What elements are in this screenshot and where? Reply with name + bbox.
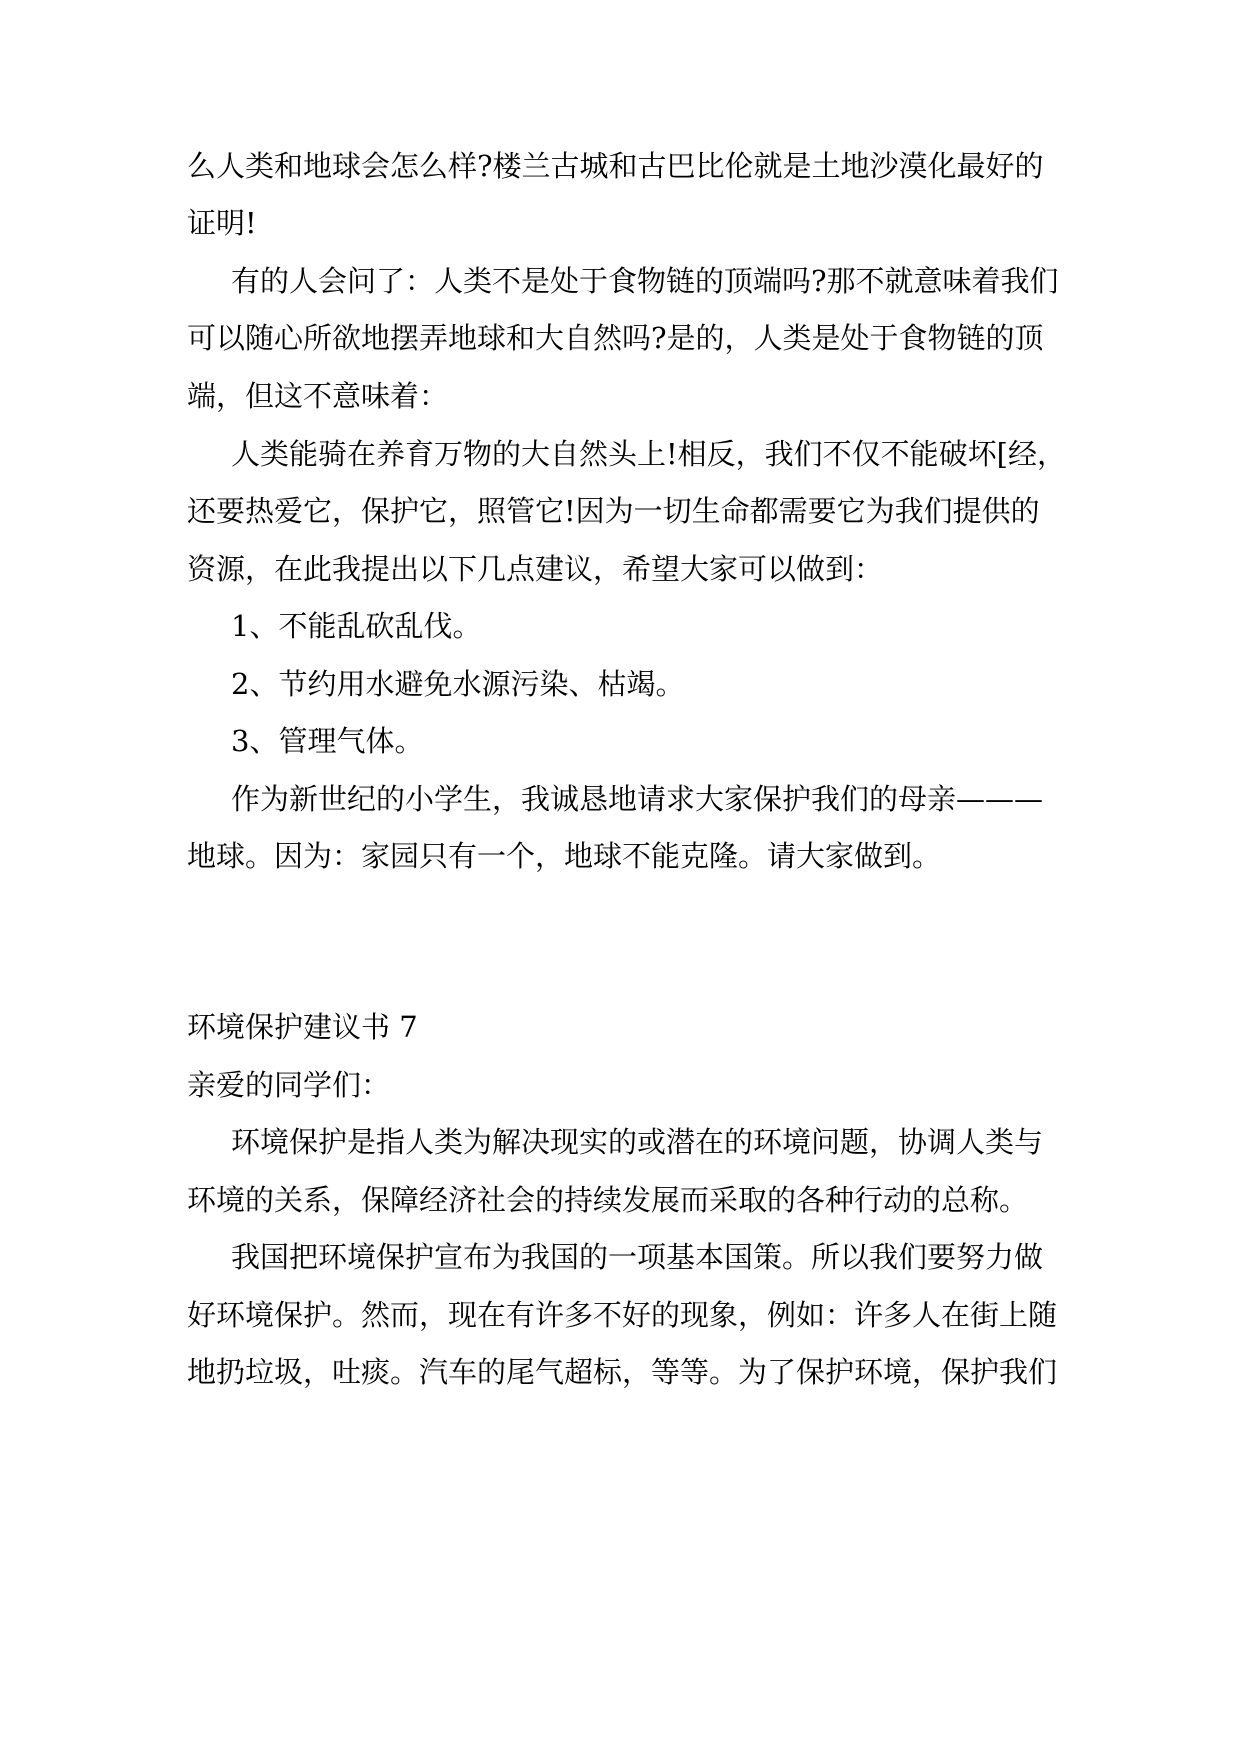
paragraph-6-line-1: 我国把环境保护宣布为我国的一项基本国策。所以我们要努力做 (231, 1240, 1044, 1274)
paragraph-4-line-1: 作为新世纪的小学生，我诚恳地请求大家保护我们的母亲——— (231, 782, 1044, 816)
paragraph-2-line-1: 有的人会问了：人类不是处于食物链的顶端吗?那不就意味着我们 (231, 264, 1059, 298)
paragraph-6-line-2: 好环境保护。然而，现在有许多不好的现象，例如：许多人在街上随 (187, 1298, 1058, 1332)
paragraph-2-line-3: 端，但这不意味着： (187, 379, 449, 413)
salutation: 亲爱的同学们： (187, 1068, 391, 1102)
paragraph-5-line-2: 环境的关系，保障经济社会的持续发展而采取的各种行动的总称。 (187, 1183, 1029, 1217)
paragraph-5-line-1: 环境保护是指人类为解决现实的或潜在的环境问题，协调人类与 (231, 1125, 1044, 1159)
paragraph-3-line-1: 人类能骑在养育万物的大自然头上!相反，我们不仅不能破坏[经， (231, 437, 1066, 471)
paragraph-1-line-2: 证明! (187, 206, 257, 240)
paragraph-1-line-1: 么人类和地球会怎么样?楼兰古城和古巴比伦就是土地沙漠化最好的 (187, 149, 1044, 183)
paragraph-3-line-3: 资源，在此我提出以下几点建议，希望大家可以做到： (187, 552, 884, 586)
suggestion-item-2: 2、节约用水避免水源污染、枯竭。 (231, 667, 685, 701)
paragraph-4-line-2: 地球。因为：家园只有一个，地球不能克隆。请大家做到。 (187, 839, 942, 873)
paragraph-3-line-2: 还要热爱它，保护它，照管它!因为一切生命都需要它为我们提供的 (187, 494, 1040, 528)
section-title: 环境保护建议书 7 (187, 1010, 418, 1044)
paragraph-6-line-3: 地扔垃圾，吐痰。汽车的尾气超标，等等。为了保护环境，保护我们 (187, 1355, 1058, 1389)
suggestion-item-3: 3、管理气体。 (231, 724, 424, 758)
paragraph-2-line-2: 可以随心所欲地摆弄地球和大自然吗?是的，人类是处于食物链的顶 (187, 321, 1044, 355)
suggestion-item-1: 1、不能乱砍乱伐。 (231, 609, 482, 643)
